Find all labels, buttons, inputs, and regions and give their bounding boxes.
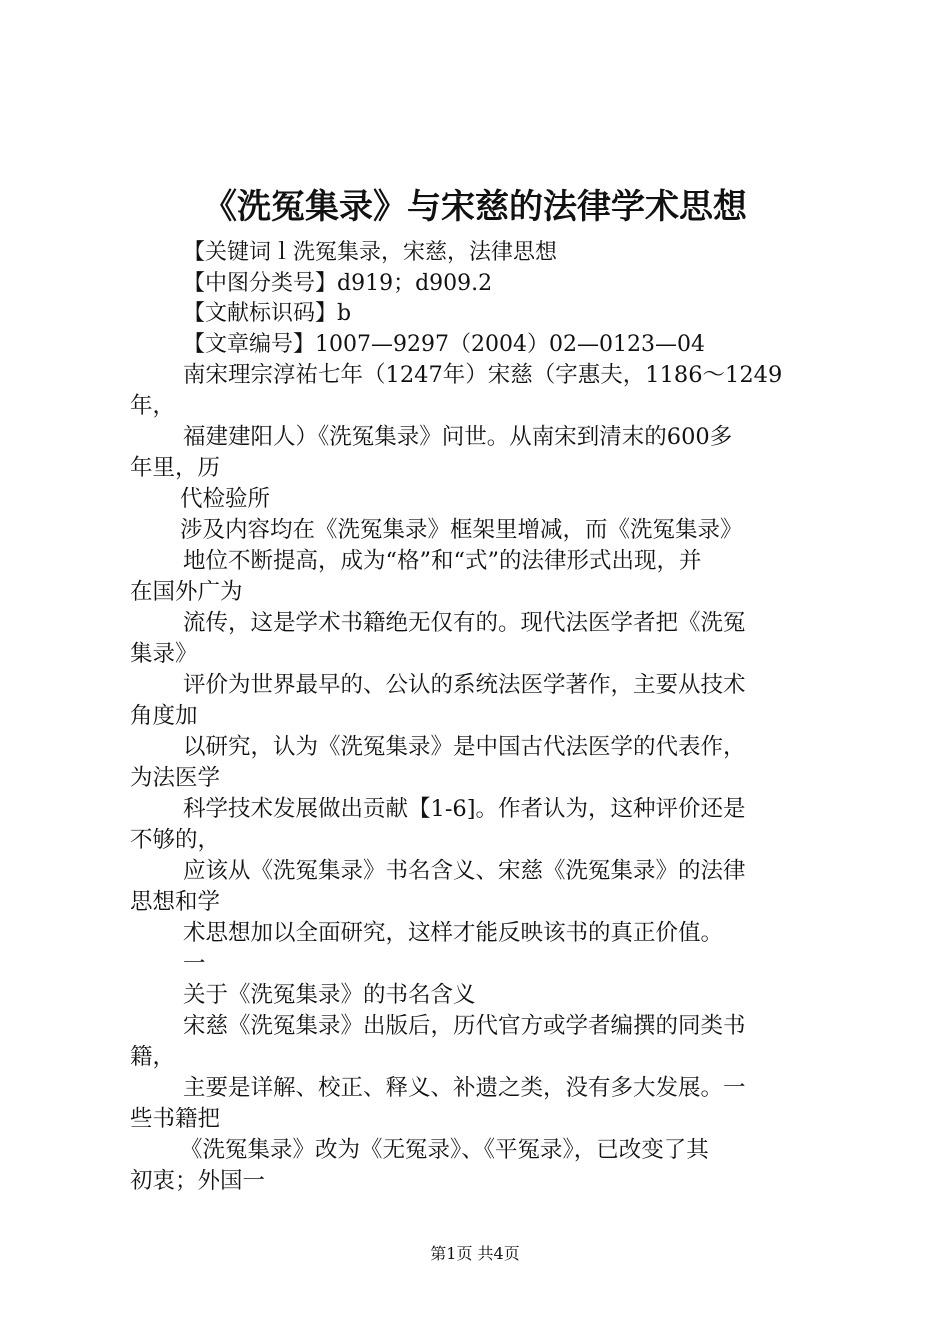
document-title: 《洗冤集录》与宋慈的法律学术思想 [203, 187, 747, 227]
text-line: 科学技术发展做出贡献【1-6]。作者认为，这种评价还是 [183, 796, 746, 822]
classification-number-line: 【中图分类号】d919；d909.2 [183, 271, 493, 296]
text-line: 年里，历 [130, 455, 221, 481]
text-line: 不够的， [130, 827, 221, 853]
text-line: 为法医学 [130, 765, 221, 791]
text-line: 《洗冤集录》改为《无冤录》、《平冤录》，已改变了其 [180, 1137, 709, 1163]
text-line: 代检验所 [180, 486, 271, 512]
text-line: 术思想加以全面研究，这样才能反映该书的真正价值。 [183, 920, 724, 946]
text-line: 角度加 [130, 703, 198, 729]
keywords-line: 【关键词ｌ洗冤集录，宋慈，法律思想 [183, 240, 558, 265]
document-code-line: 【文献标识码】b [183, 301, 352, 326]
text-line: 初衷；外国一 [130, 1168, 266, 1194]
text-line: 籍， [130, 1044, 176, 1070]
text-line: 评价为世界最早的、公认的系统法医学著作，主要从技术 [183, 672, 746, 698]
text-line: 些书籍把 [130, 1106, 221, 1132]
text-line: 在国外广为 [130, 579, 243, 605]
body-text [130, 360, 832, 1197]
text-line: 福建建阳人）《洗冤集录》问世。从南宋到清末的600多 [183, 424, 733, 450]
text-line: 南宋理宗淳祐七年（1247年）宋慈（字惠夫，1186～1249 [183, 362, 783, 388]
text-line: 集录》 [130, 641, 198, 667]
text-line: 以研究，认为《洗冤集录》是中国古代法医学的代表作， [183, 734, 746, 760]
text-line: 主要是详解、校正、释义、补遗之类，没有多大发展。一 [183, 1075, 746, 1101]
text-line: 思想和学 [130, 889, 221, 915]
section-number: 一 [183, 951, 206, 977]
text-line: 地位不断提高，成为“格”和“式”的法律形式出现，并 [183, 548, 702, 574]
text-line: 流传，这是学术书籍绝无仅有的。现代法医学者把《洗冤 [183, 610, 746, 636]
text-line: 应该从《洗冤集录》书名含义、宋慈《洗冤集录》的法律 [183, 858, 746, 884]
article-number-line: 【文章编号】1007—9297（2004）02—0123—04 [183, 332, 705, 357]
text-line: 宋慈《洗冤集录》出版后，历代官方或学者编撰的同类书 [183, 1013, 746, 1039]
text-line: 涉及内容均在《洗冤集录》框架里增减，而《洗冤集录》 [180, 517, 743, 543]
page-footer: 第1页 共4页 [430, 1244, 520, 1263]
text-line: 年， [130, 393, 176, 419]
section-heading: 关于《洗冤集录》的书名含义 [183, 982, 476, 1008]
